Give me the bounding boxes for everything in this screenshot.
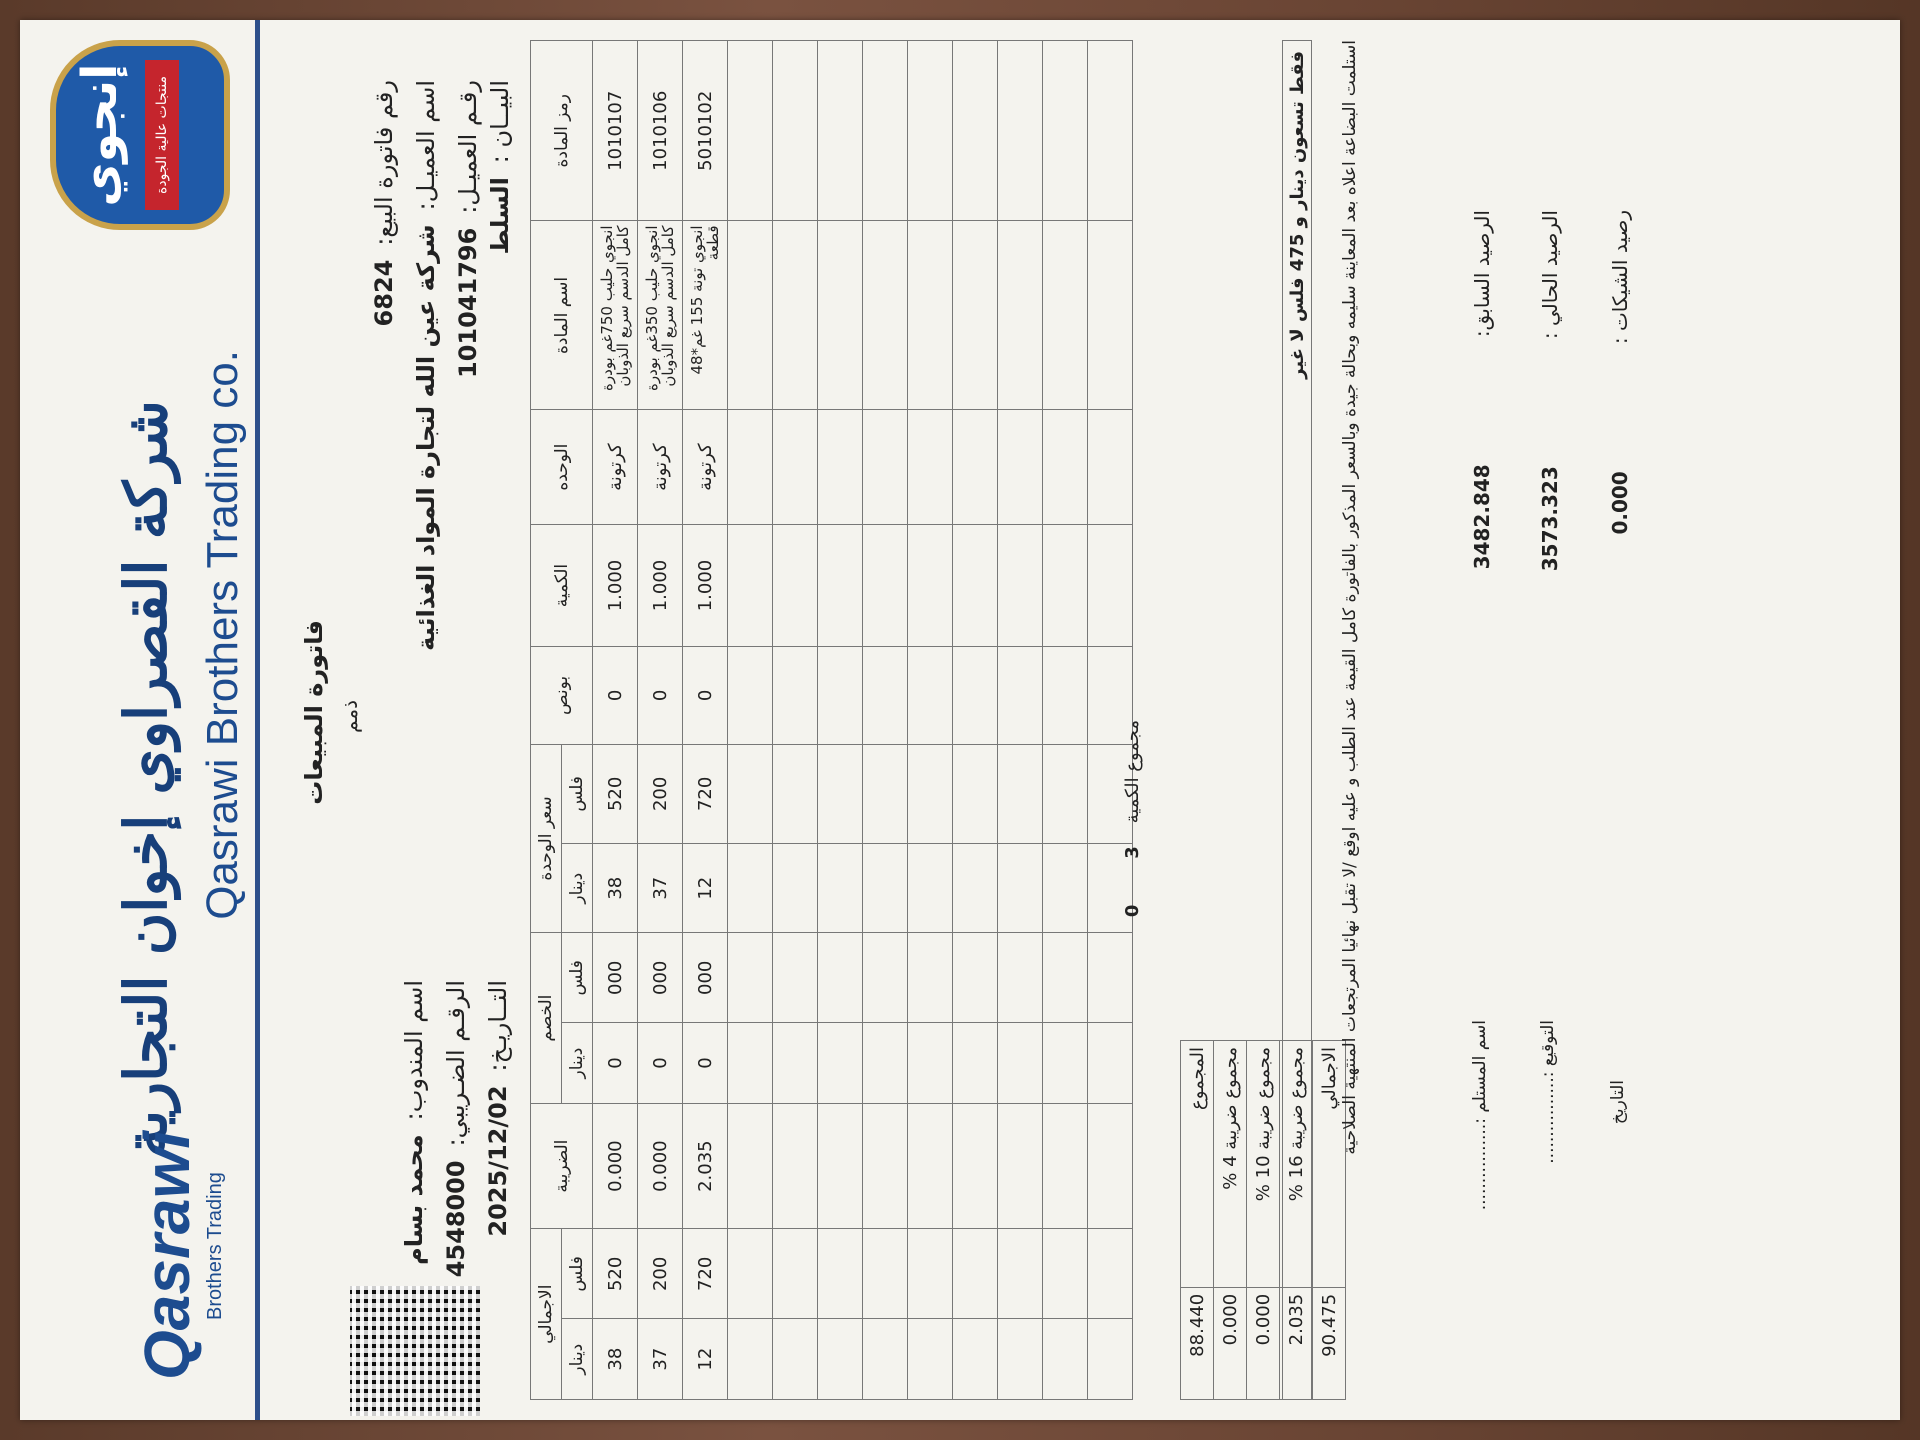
empty-row bbox=[1043, 41, 1088, 1400]
empty-row bbox=[908, 41, 953, 1400]
cell-price_f: 720 bbox=[683, 744, 728, 844]
cell-unit: كرتونة bbox=[683, 410, 728, 524]
invoice-number: رقم فاتورة البيع:6824 bbox=[370, 80, 398, 327]
cell-disc_d: 0 bbox=[593, 1023, 638, 1104]
qasrawi-logo: Qasrawi Brothers Trading bbox=[131, 1130, 226, 1380]
enjoy-badge-logo: إنجوي منتجات عالية الجودة bbox=[50, 40, 230, 230]
totals-row: المجموع 88.440 bbox=[1181, 1041, 1214, 1400]
header-divider bbox=[255, 20, 260, 1420]
totals-row: مجموع ضريبة 10 % 0.000 bbox=[1247, 1041, 1280, 1400]
total-in-words: فقط تسعون دينار و 475 فلس لا غير bbox=[1282, 40, 1312, 1400]
cell-qty: 1.000 bbox=[683, 524, 728, 647]
totals-row: الاجمالي 90.475 bbox=[1313, 1041, 1346, 1400]
totals-row: مجموع ضريبة 4 % 0.000 bbox=[1214, 1041, 1247, 1400]
cell-code: 1010106 bbox=[638, 41, 683, 221]
empty-row bbox=[728, 41, 773, 1400]
date-field: التاريخ bbox=[1608, 1080, 1628, 1125]
cell-bonus: 0 bbox=[593, 647, 638, 744]
company-name-english: Qasrawi Brothers Trading co. bbox=[198, 350, 247, 920]
cell-name: انجوي تونة 155 غم*48 قطعة bbox=[683, 221, 728, 410]
empty-row bbox=[773, 41, 818, 1400]
customer-number: رقـم العميـل:101041796 bbox=[454, 80, 482, 378]
cell-price_f: 520 bbox=[593, 744, 638, 844]
qr-code bbox=[350, 1286, 480, 1416]
cell-price_d: 37 bbox=[638, 844, 683, 933]
cell-total_f: 720 bbox=[683, 1229, 728, 1319]
cell-unit: كرتونة bbox=[593, 410, 638, 524]
cheques-balance: رصيد الشيكات : 0.000 bbox=[1608, 210, 1632, 535]
company-name-arabic: شركة القصراوي إخوان التجارية bbox=[112, 400, 180, 1158]
statement: البيــان :السلط bbox=[486, 80, 514, 255]
current-balance: الرصيد الحالي : 3573.323 bbox=[1538, 210, 1562, 572]
cell-disc_f: 000 bbox=[683, 933, 728, 1023]
table-row bbox=[683, 41, 728, 1400]
invoice-page bbox=[20, 20, 1900, 1420]
cell-qty: 1.000 bbox=[593, 524, 638, 647]
cell-unit: كرتونة bbox=[638, 410, 683, 524]
cell-price_d: 12 bbox=[683, 844, 728, 933]
document-title: فاتورة المبيعات bbox=[300, 620, 328, 805]
table-row bbox=[593, 41, 638, 1400]
document-subtitle: ذمم bbox=[338, 700, 362, 733]
table-row bbox=[638, 41, 683, 1400]
cell-total_d: 38 bbox=[593, 1319, 638, 1400]
customer-name: اسم العميـل:شركة عين الله لتجارة المواد الغذائية bbox=[412, 80, 440, 651]
cell-code: 1010107 bbox=[593, 41, 638, 221]
cell-qty: 1.000 bbox=[638, 524, 683, 647]
cell-disc_d: 0 bbox=[638, 1023, 683, 1104]
cell-name: انجوي حليب 350غم بودرة كامل الدسم سريع الذوبان bbox=[638, 221, 683, 410]
empty-row bbox=[863, 41, 908, 1400]
cell-disc_f: 000 bbox=[638, 933, 683, 1023]
cell-tax: 0.000 bbox=[593, 1103, 638, 1229]
totals-table bbox=[1180, 1040, 1346, 1400]
totals-row: مجموع ضريبة 16 % 2.035 bbox=[1280, 1041, 1313, 1400]
cell-total_d: 37 bbox=[638, 1319, 683, 1400]
quantity-sum: مجموع الكمية 3 0 bbox=[1122, 720, 1143, 918]
empty-row bbox=[998, 41, 1043, 1400]
cell-price_f: 200 bbox=[638, 744, 683, 844]
tax-number: الرقـم الضـريبي:4548000 bbox=[442, 980, 470, 1278]
cell-bonus: 0 bbox=[638, 647, 683, 744]
cell-tax: 2.035 bbox=[683, 1103, 728, 1229]
items-table: رمز المادة اسم المادة الوحده الكمية بونص سعر الوحدة الخصم الضريبة الاجمالي فلس دينار فلس دينار فلس دينار 1010107 انجوي حليب 750غم بودرة كامل الدسم سريع الذوبان كرتونة 1.000 0 520 38 000 0 0.000 520 38 1010106 انجوي حليب 350غم بودرة كامل الدسم سريع الذوبان كرتونة 1.000 0 200 37 000 0 0.000 200 37 5010102 انجوي تونة 155 غم*48 قطعة كرتونة 1.000 0 720 12 000 0 2.035 720 12 bbox=[530, 40, 1133, 1400]
empty-row bbox=[818, 41, 863, 1400]
receipt-note: استلمت البضاعة اعلاه بعد المعاينة سليمه وبحالة جيدة وبالسعر المذكور بالفاتورة كامل القيمة عند الطلب و عليه اوقع /لا تقبل نهائيا المرتجعات المنتهية الصلاحية bbox=[1340, 40, 1360, 1155]
cell-price_d: 38 bbox=[593, 844, 638, 933]
cell-total_f: 520 bbox=[593, 1229, 638, 1319]
cell-bonus: 0 bbox=[683, 647, 728, 744]
invoice-date: التــاريـخ:2025/12/02 bbox=[484, 980, 512, 1237]
salesman: اسم المندوب:محمد بسام bbox=[400, 980, 428, 1265]
cell-total_d: 12 bbox=[683, 1319, 728, 1400]
cell-disc_d: 0 bbox=[683, 1023, 728, 1104]
receiver-name-field: اسم المستلم :................ bbox=[1470, 1020, 1490, 1211]
empty-row bbox=[953, 41, 998, 1400]
cell-name: انجوي حليب 750غم بودرة كامل الدسم سريع الذوبان bbox=[593, 221, 638, 410]
cell-tax: 0.000 bbox=[638, 1103, 683, 1229]
previous-balance: الرصيد السابق: 3482.848 bbox=[1470, 210, 1494, 570]
cell-disc_f: 000 bbox=[593, 933, 638, 1023]
cell-total_f: 200 bbox=[638, 1229, 683, 1319]
cell-code: 5010102 bbox=[683, 41, 728, 221]
signature-field: التوقيع :................ bbox=[1538, 1020, 1558, 1164]
